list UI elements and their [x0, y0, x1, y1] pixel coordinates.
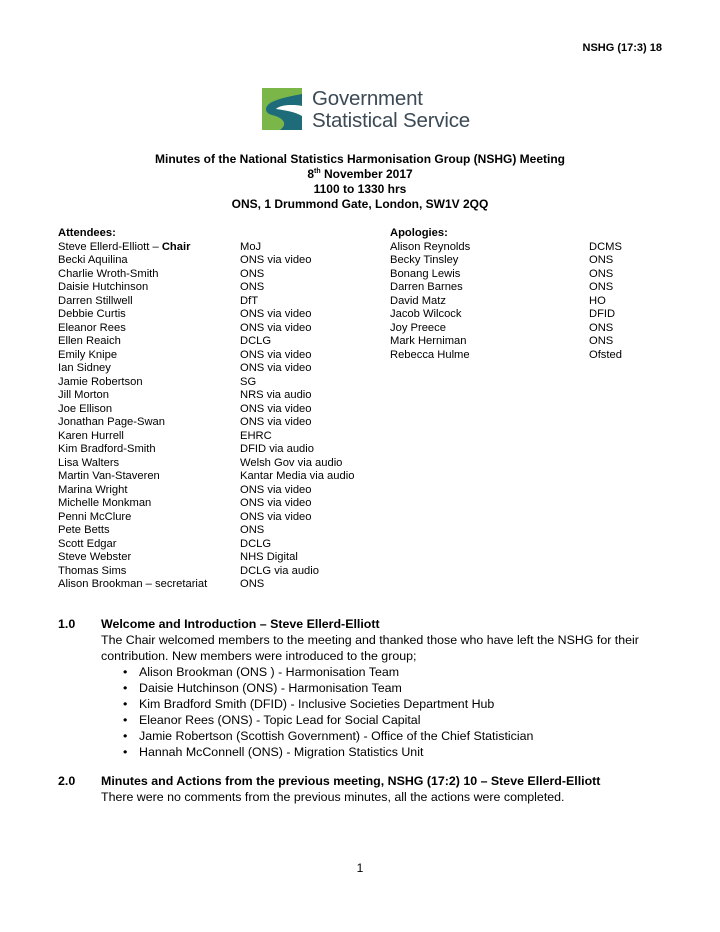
attendee-name: Lisa Walters [58, 456, 120, 469]
attendee-name: Jonathan Page-Swan [58, 416, 165, 428]
attendee-name: Ellen Reaich [58, 335, 121, 347]
attendees-names [58, 227, 208, 590]
apology-org: ONS [589, 281, 614, 293]
apology-name: Mark Herniman [390, 335, 467, 347]
section-2 [58, 773, 678, 813]
attendee-name: Martin Van-Staveren [58, 470, 160, 482]
section-heading: Minutes and Actions from the previous meeting, NSHG (17:2) 10 – Steve Ellerd-Elliott [101, 774, 601, 788]
chair-label: Chair [161, 240, 191, 253]
attendee-name: Eleanor Rees [58, 321, 126, 334]
attendee-org: DCLG [240, 537, 272, 550]
attendee-name: Alison Brookman – secretariat [58, 578, 208, 590]
attendee-name: Thomas Sims [58, 564, 127, 577]
apology-name: Alison Reynolds [390, 240, 471, 253]
new-members-list [101, 664, 701, 760]
date-suffix: th [314, 168, 321, 175]
attendees-heading: Attendees: [58, 227, 116, 239]
attendee-chair: Steve Ellerd-Elliott – Chair [58, 240, 191, 253]
attendee-org: ONS via video [240, 497, 312, 509]
apology-name: Rebecca Hulme [390, 348, 470, 361]
attendee-org: ONS via video [240, 402, 312, 415]
meeting-date [0, 167, 720, 182]
attendee-org: ONS [240, 267, 265, 280]
attendee-name: Darren Stillwell [58, 294, 133, 307]
attendee-name: Steve Webster [58, 551, 132, 563]
document-reference: NSHG (17:3) 18 [582, 42, 662, 54]
attendee-org: DfT [240, 294, 259, 307]
attendee-org: ONS via video [240, 416, 312, 428]
attendee-org: DCLG via audio [240, 564, 319, 577]
apology-org: ONS [589, 254, 614, 266]
attendee-org: ONS via video [240, 308, 312, 320]
meeting-time: 1100 to 1330 hrs [313, 182, 407, 196]
list-item: • Jamie Robertson (Scottish Government) - Office of the Chief Statistician [123, 728, 701, 744]
gss-logo-mark-icon [262, 88, 302, 130]
section-heading: Welcome and Introduction – Steve Ellerd-Elliott [101, 617, 380, 631]
attendee-org: NRS via audio [240, 389, 312, 401]
section-number: 1.0 [58, 617, 76, 631]
apology-org: ONS [589, 267, 614, 280]
date-day: 8 [307, 167, 314, 181]
apology-name: Jacob Wilcock [390, 308, 462, 320]
attendee-org: ONS via video [240, 510, 312, 523]
apology-org: ONS [589, 321, 614, 334]
title-line-1: Minutes of the National Statistics Harmonisation Group (NSHG) Meeting [154, 152, 566, 166]
logo-line-2: Statistical Service [312, 109, 470, 132]
apology-name: David Matz [390, 294, 446, 307]
attendee-name: Jill Morton [58, 389, 109, 401]
attendee-name: Ian Sidney [58, 362, 111, 374]
attendee-chair-org: MoJ [240, 240, 262, 253]
attendee-org: ONS via video [240, 362, 312, 374]
attendee-name: Daisie Hutchinson [58, 281, 149, 293]
attendee-org: ONS [240, 578, 265, 590]
apology-name: Joy Preece [390, 321, 446, 334]
attendee-org: Welsh Gov via audio [240, 456, 343, 469]
attendee-name: Emily Knipe [58, 348, 118, 361]
apologies-names [390, 227, 471, 361]
attendee-org: ONS via video [240, 254, 312, 266]
attendee-org: ONS [240, 281, 265, 293]
apology-name: Bonang Lewis [390, 267, 461, 280]
attendee-org: ONS via video [240, 483, 312, 496]
page-number: 1 [356, 861, 364, 875]
attendee-name: Karen Hurrell [58, 429, 124, 442]
list-item: • Alison Brookman (ONS ) - Harmonisation Team [123, 664, 701, 680]
apologies-heading: Apologies: [390, 227, 448, 239]
list-item: • Daisie Hutchinson (ONS) - Harmonisation Team [123, 680, 701, 696]
apology-name: Becky Tinsley [390, 254, 459, 266]
apology-org: HO [589, 294, 606, 307]
apology-org: ONS [589, 335, 614, 347]
attendee-name: Marina Wright [58, 483, 128, 496]
gss-logo-text [312, 88, 470, 132]
attendee-name: Michelle Monkman [58, 497, 152, 509]
attendee-name: Jamie Robertson [58, 375, 143, 388]
attendee-name: Pete Betts [58, 524, 110, 536]
attendee-name: Kim Bradford-Smith [58, 443, 156, 455]
attendee-name: Scott Edgar [58, 537, 117, 550]
date-rest: November 2017 [320, 167, 413, 181]
attendee-name: Charlie Wroth-Smith [58, 267, 159, 280]
attendee-org: NHS Digital [240, 551, 298, 563]
list-item: • Eleanor Rees (ONS) - Topic Lead for Social Capital [123, 712, 701, 728]
attendee-org: ONS via video [240, 348, 312, 361]
apology-org: DFID [589, 308, 616, 320]
apologies-orgs [589, 227, 622, 361]
attendees-orgs [240, 227, 355, 590]
section-body [101, 632, 701, 760]
apology-org: DCMS [589, 240, 622, 253]
section-1 [58, 616, 678, 766]
attendee-org: ONS [240, 524, 265, 536]
attendee-name: Becki Aquilina [58, 254, 128, 266]
section-paragraph: There were no comments from the previous minutes, all the actions were completed. [101, 790, 565, 804]
section-paragraph: The Chair welcomed members to the meeting and thanked those who have left the NSHG for their contribution. New members were introduced to the group; [101, 633, 639, 663]
apology-name: Darren Barnes [390, 281, 463, 293]
section-number: 2.0 [58, 774, 76, 788]
attendee-org: EHRC [240, 429, 272, 442]
apology-org: Ofsted [589, 348, 622, 361]
attendee-org: ONS via video [240, 321, 312, 334]
list-item: • Kim Bradford Smith (DFID) - Inclusive Societies Department Hub [123, 696, 701, 712]
attendee-name: Penni McClure [58, 510, 132, 523]
document-title [0, 152, 720, 212]
section-body [101, 789, 701, 805]
attendee-org: DFID via audio [240, 443, 314, 455]
attendee-org: DCLG [240, 335, 272, 347]
list-item: • Hannah McConnell (ONS) - Migration Statistics Unit [123, 744, 701, 760]
meeting-venue: ONS, 1 Drummond Gate, London, SW1V 2QQ [231, 197, 489, 211]
logo-line-1: Government [312, 87, 423, 110]
attendee-org: SG [240, 375, 257, 388]
attendee-org: Kantar Media via audio [240, 470, 355, 482]
gss-logo [262, 88, 472, 136]
attendee-name: Debbie Curtis [58, 308, 126, 320]
attendee-name: Joe Ellison [58, 402, 113, 415]
